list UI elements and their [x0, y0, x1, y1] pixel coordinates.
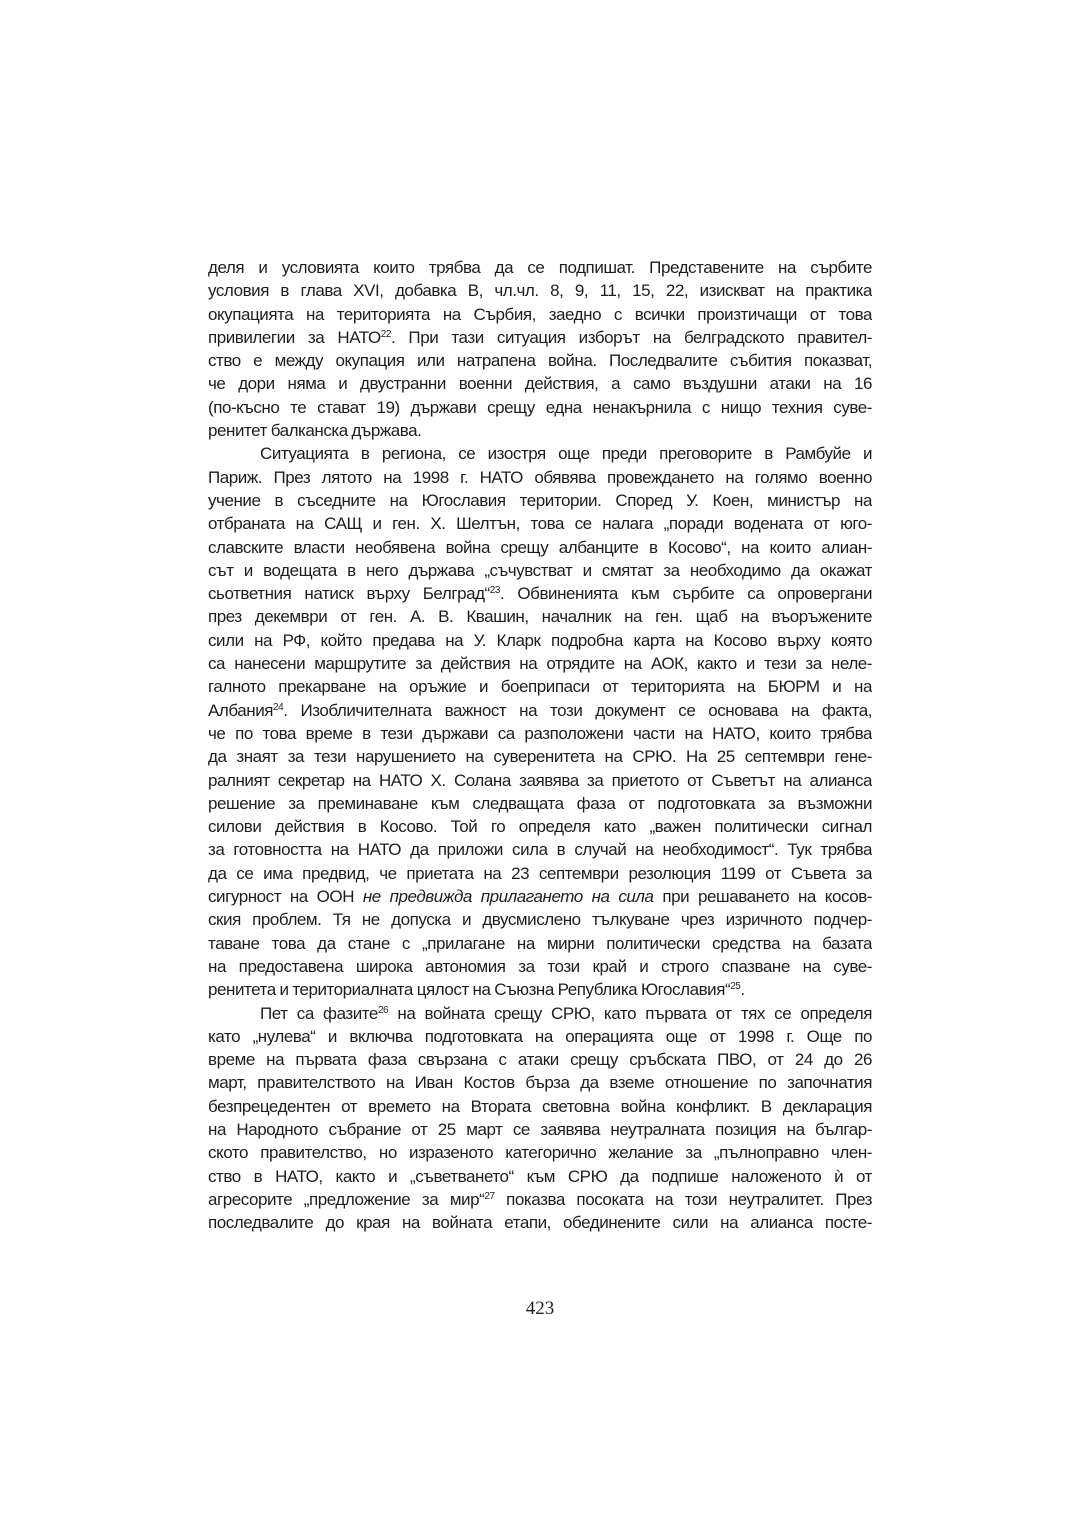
- text-line: ското правителство, но изразеното категорично желание за „пълноправно член-: [208, 1143, 872, 1163]
- text-line: учение в съседните на Югославия територии. Според У. Коен, министър на: [208, 490, 872, 510]
- text-line: деля и условията които трябва да се подпишат. Представените на сърбите: [208, 258, 872, 277]
- text-line: на Народното събрание от 25 март се заявява неутралната позиция на българ-: [208, 1119, 872, 1139]
- paragraph-1: [208, 256, 872, 442]
- text-line: Ситуацията в региона, се изостря още преди преговорите в Рамбуйе и: [260, 444, 872, 464]
- footnote-ref-27: 27: [484, 1190, 495, 1202]
- text-fragment: . Обвиненията към сърбите са опровергани: [500, 584, 872, 604]
- text-line: [208, 326, 872, 349]
- text-line: безпрецедентен от времето на Втората световна война конфликт. В декларация: [208, 1096, 872, 1116]
- footnote-ref-22: 22: [380, 328, 391, 340]
- text-line: сът и водещата в него държава „съчувстват и смятат за необходимо да окажат: [208, 560, 872, 580]
- text-fragment: агресорите „предложение за мир“: [208, 1189, 485, 1209]
- text-line: [208, 1002, 872, 1025]
- text-line: да знаят за тези нарушението на суверенитета на СРЮ. На 25 септември гене-: [208, 747, 872, 767]
- text-fragment: привилегии за НАТО: [208, 327, 381, 347]
- text-line: последвалите до края на войната етапи, обединените сили на алианса посте-: [208, 1213, 872, 1233]
- text-line: Париж. През лятото на 1998 г. НАТО обявява провеждането на голямо военно: [208, 467, 872, 487]
- text-line: [208, 582, 872, 605]
- text-line: през декември от ген. А. В. Квашин, началник на ген. щаб на въоръжените: [208, 607, 872, 627]
- text-line: [208, 885, 872, 908]
- text-line: решение за преминаване към следващата фаза от подготовката за възможни: [208, 793, 872, 813]
- text-fragment: Албания: [208, 700, 273, 720]
- text-line: [208, 1188, 872, 1211]
- text-line: ство е между окупация или натрапена война. Последвалите събития показват,: [208, 351, 872, 371]
- text-line: ство в НАТО, както и „съветването“ към СРЮ да подпише наложеното ѝ от: [208, 1166, 872, 1186]
- text-line: ренитет балканска държава.: [208, 421, 422, 441]
- text-line: са нанесени маршрутите за действия на отрядите на АОК, както и тези за неле-: [208, 654, 872, 674]
- italic-phrase: не предвижда прилагането на сила: [362, 887, 654, 907]
- footnote-ref-26: 26: [377, 1004, 389, 1016]
- text-line: март, правителството на Иван Костов бърза да вземе отношение по започнатия: [208, 1073, 872, 1093]
- text-fragment: на войната срещу СРЮ, като първата от тях се определя: [388, 1003, 872, 1023]
- text-fragment: ренитета и териториалната цялост на Съюзна Република Югославия“: [208, 980, 731, 1000]
- text-line: като „нулева“ и включва подготовката на операцията още от 1998 г. Още по: [208, 1026, 872, 1046]
- text-line: окупацията на територията на Сърбия, заедно с всички произтичащи от това: [208, 304, 872, 324]
- text-fragment: при решаването на косов-: [653, 887, 872, 907]
- text-line: [208, 978, 872, 1001]
- body-text: [208, 256, 872, 1234]
- text-line: таване това да стане с „прилагане на мирни политически средства на базата: [208, 933, 872, 953]
- page-number: 423: [525, 1298, 555, 1319]
- text-fragment: . Изобличителната важност на този документ се основава на факта,: [283, 700, 872, 720]
- footnote-ref-23: 23: [489, 585, 501, 597]
- text-line: да се има предвид, че приетата на 23 септември резолюция 1199 от Съвета за: [208, 863, 872, 883]
- text-line: че дори няма и двустранни военни действия, а само въздушни атаки на 16: [208, 374, 872, 394]
- text-line: (по-късно те стават 19) държави срещу една ненакърнила с нищо техния суве-: [208, 397, 872, 417]
- text-line: отбраната на САЩ и ген. Х. Шелтън, това се налага „поради водената от юго-: [208, 514, 872, 534]
- text-line: време на първата фаза свързана с атаки срещу сръбската ПВО, от 24 до 26: [208, 1050, 872, 1070]
- text-line: славските власти необявена война срещу албанците в Косово“, на които алиан-: [208, 537, 872, 557]
- text-fragment: сьответния натиск върху Белград“: [208, 584, 490, 604]
- text-fragment: показва посоката на този неутралитет. През: [494, 1189, 872, 1209]
- text-fragment: . При тази ситуация изборът на белградското правител-: [391, 327, 872, 347]
- text-line: [208, 699, 872, 722]
- text-fragment: сигурност на ООН: [208, 887, 363, 907]
- text-line: ския проблем. Тя не допуска и двусмислено тълкуване чрез изричното подчер-: [208, 910, 872, 930]
- text-line: силови действия в Косово. Той го определя като „важен политически сигнал: [208, 817, 872, 837]
- text-fragment: .: [740, 980, 745, 1000]
- text-line: че по това време в тези държави са разположени части на НАТО, които трябва: [208, 723, 872, 743]
- text-line: ралният секретар на НАТО Х. Солана заявява за приетото от Съветът на алианса: [208, 770, 872, 790]
- text-line: галното прекарване на оръжие и боеприпаси от територията на БЮРМ и на: [208, 677, 872, 697]
- footnote-ref-25: 25: [730, 981, 741, 993]
- text-line: сили на РФ, който предава на У. Кларк подробна карта на Косово върху която: [208, 630, 872, 650]
- text-line: на предоставена широка автономия за този край и строго спазване на суве-: [208, 956, 872, 976]
- paragraph-3: [208, 1002, 872, 1235]
- text-line: условия в глава XVI, добавка B, чл.чл. 8, 9, 11, 15, 22, изискват на практика: [208, 281, 872, 301]
- paragraph-2: [208, 442, 872, 1001]
- text-line: за готовността на НАТО да приложи сила в случай на необходимост“. Тук трябва: [208, 840, 872, 860]
- text-fragment: Пет са фазите: [260, 1003, 378, 1023]
- footnote-ref-24: 24: [273, 701, 284, 713]
